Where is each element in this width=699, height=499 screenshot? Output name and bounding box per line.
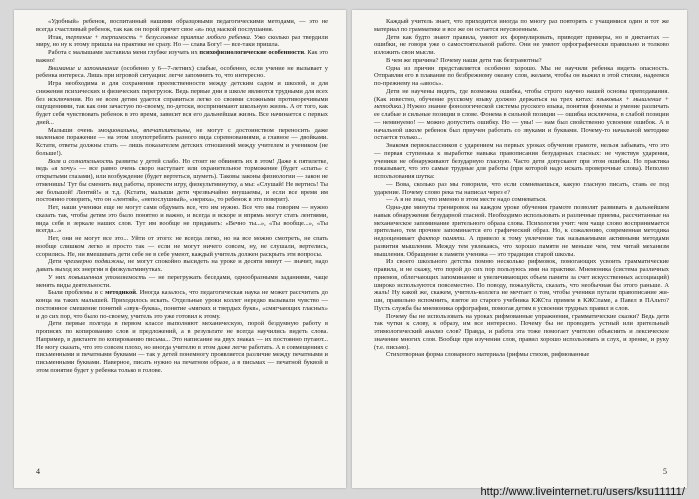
paragraph: Итак, терпение + терпимость + безусловное приятие любого ребенка. Ужо сколько раз твердили миру, но ну к этому пришла на практике не сразу. Но — слава Богу! — все-таки пришла. [36, 33, 328, 49]
left-page [14, 10, 346, 488]
paragraph: — А я не знал, что именно в этом месте надо сомневаться. [386, 196, 547, 204]
paragraph: Знакомя первоклассников с ударением на первых уроках обучения грамоте, нельзя забывать, что это — первая ступенька к выработке навыка правописания безударных гласных: не чувствуя ударения, ученики не обнаруживают безударную гласную. Часто дети допускают при этом ошибки. Но практика показывает, что это самые трудные для работы (при которой надо искать проверочные слова). Неполно использования шутка: [374, 142, 669, 180]
paragraph: Малыши очень эмоциональны, впечатлительны, не могут с достоинством переносить даже маленькое поражение — на этом злоупотреблять разного вида соревнованиями, а главное — двойками. Кстати, ответы должны стать — лишь показателем детских отношений между учителем и учеником (не больше!). [36, 126, 328, 157]
paragraph: «Удобный» ребенок, воспитанный нашими образцовыми педагогическими методами, — это не всегда счастливый ребенок, так как он порой прячет свое «я» под маской послушания. [36, 18, 328, 33]
page-number-left: 4 [36, 467, 40, 476]
paragraph: — Вова, сколько раз мы говорили, что если сомневаешься, какую гласную писать, ставь ее под ударение. Почему слово река ты написал через е? [374, 180, 669, 196]
paragraph: Каждый учитель знает, что приходится иногда по многу раз повторять с учащимися один и тот же материал по грамматике и все же он остается неусвоенным. [374, 18, 669, 33]
paragraph: Работа с малышами заставила меня глубже изучать их психофизиологические особенности. Как это важно! [36, 49, 328, 64]
paragraph: Одна-две минуты тренировок на каждом уроке обучения грамоте позволят развивать в дальнейшем навык обнаружения безударной гласной. Необходимо использовать и различные приемы, рассчитанные на механическое запоминание зрительного образа слова. Психология учит: чем чаще слово воспринимается зрительно, тем прочнее запоминается его графический образ. Но, к сожалению, современная методика недооценивает фактор памяти. А привело к тому увлечение так называемыми активными методами развития мышления. Между тем увлекаясь, что хорошо памяти не меньше чем, тем читай механизм мышления. Обращение к памяти ученика — это традиция старой школы. [374, 204, 669, 258]
paragraph: Дети не научены видеть, где возможна ошибка, чтобы строго научно нашей основы преподавания. (Как известно, обучение русскому языку должно держаться на трех китах: языковых + мышление + методика.) Нужно знание фонологической системы русского языка, понятия фонемы и умение различать ее слабые и сильные позиции в слове. Фонема в сильной позиции — ошибка исключена, в слабой позиции — неминуемо! — можно допустить ошибку. Но — увы! — нам был свойственно усвоение ошибок. А в начальной школе ребенок был приучен работать со звуками и буквами. Почему-то начальной методике остается только... [374, 87, 669, 142]
paragraph: Воля и сознательность развиты у детей слабо. Но стоит не обвинять их в этом! Даже к пятилетке, ведь «я хочу» — все равно очень скоро наступает или охранительное торможение (будет «спать» с открытыми глазами), или возбуждение (будет вертеться, шуметь). Таковы законы физиологии — закон не отменишь! Тут бы сменить вид работы, провести игру, физкультминутку, а мы: «Слушай! Не вертись! Ты же большой! Лентяй!» и т.д. (Кстати, малыши дети чрезвычайно внушаемы, и если все время им постоянно говорить, что он «лентяй», «непослушный», «неряха», то ребенок в это поверит). [36, 157, 328, 204]
right-page [352, 10, 687, 488]
paragraph: Внимание и запоминание (особенно у 6—7-летних) слабые, особенно, если учение не вызывает у ребенка интереса. Лишь при игровой ситуации: легче запомнить то, что интересно. [36, 64, 328, 80]
paragraph: Одна из причин представляется особенно хорошо. Мы не научили ребенка видеть опасность. Отправляя его в плавание по безбрежному океану слов, желаем, чтобы он выжил в этой стихии, надеемся по-прежнему на «авось». [374, 64, 669, 87]
right-page-text [374, 18, 669, 458]
paragraph: Дети первые полгода в первом классе выполняют механическую, порой бездумную работу в прописях по копированию слов и предложений, а в результате не всегда научились видеть слова. Например, в диктанте по копированию письма... Это написание на двух знаках — их постоянно путают... Не могу сказать, что это совсем плохо, но иногда учителю в этом даже легче работать. А в совмещениях с письменными и печатными буквами — так у детей понемногу проявляется различие между печатными и письменными буквами. Наверное, писать нужно на печатном образе, а в письмах — печатной буквой в этом понятие будет у ребенка только в голове. [36, 320, 328, 374]
left-page-text [36, 18, 328, 458]
paragraph: У них повышенная утомляемость — не перегружать беседами, однообразными заданиями, чаще менять виды деятельности. [36, 273, 328, 289]
paragraph: Из своего школьного детства помню несколько рифмовок, помогающих усвоить грамматические правила, и не скажу, что порой до сих пор пользуюсь ими на практике. Мнемоника (система различных приемов, облегчающих запоминание и увеличивающих объем памяти за счет искусственных ассоциаций) широко используются повсеместно. По поводу, пожалуйста, сказать, что необычная бы этого раньше. А жаль! Ну какой же, скажем, учитель-коллега не мечтает о том, чтобы ученики путали правописание жи-ши, правильно вспомнить, взятое из старого учебника КЖСта примем в КЖСпаме, а Павел в ПАльто? Пусть служба бы мнемоника орфографии, помогая детям в усвоении трудных правил и слов. [374, 258, 669, 312]
page-number-right: 5 [663, 467, 667, 476]
paragraph: Дети как будто знают правила, умеют их формулировать, приводят примеры, но в диктантах — ошибки, не говоря уже о самостоятельной работе. Они не умеют орфографически правильно и толково изложить свои мысли. [374, 33, 669, 56]
paragraph: В чем же причина? Почему наши дети так безграмотны? [386, 56, 542, 64]
paragraph: Были проблемы и с методикой. Иногда казалось, что педагогическая наука не может рассчитать до конца на таких малышей. Приходилось искать. Отдельные уроки коллег нередко вызывали чувство — постоянное смешение понятий «звук–буква», понятие «мягких и твердых букв», «смягчающих гласных» и до сих пор, что было по-своему, учитель это уже готовил к этому. [36, 289, 328, 320]
paragraph: Дети чрезмерно подвижны, не могут спокойно высидеть на уроке и десяти минут — значит, надо давать выход их энергии в физкультминутках. [36, 258, 328, 273]
paragraph: Игра необходима и для сохранения преемственности между детским садом и школой, и для снижения психических и физических перегрузок. Ведь первые дни в школе являются трудными для всех без исключения. Но не всем детям удается справиться легко со своими сложными противоречивыми ощущениями, так как они зачастую по-своему, по-детски, воспринимают школьную жизнь. А от того, как будет себя чувствовать ребенок в это время, зависит вся его дальнейшая жизнь. Все начинается с первых дней... [36, 80, 328, 126]
paragraph: Нет, они не могут все это... Уйти от этого: не всегда легко, но на все можно смотреть, не спать вообще слишком легко и просто так — если не могут ничего совсем, ну, не слушали, вертелись, ссорились. Не, ни вмешивать дети себе не в себе умеют, каждый учитель должен раскрыть эти вопросы. [36, 235, 328, 258]
paragraph: Нет, наши ученики еще не могут сами обдумать все, что им нужно. Все что мы говорим — нужно сказать так, чтобы детям это было понятно и важно, и всегда и вскоре и впрямь могут стать лентяями, вида себя в зеркале наших слов. Тут им вообще не придавать: «Вечно ты...», «Ты вообще...», «Ты всегда...» [36, 204, 328, 235]
paragraph: Почему бы не использовать на уроках рифмованные упражнения, грамматические сказки? Ведь дети так чутки к слову, к образу, им все интересно. Почему бы не проводить устный или зрительный этимологический анализ слов? Правда, и работа эта тоже помогает учителю объяснить и лексическое значение многих слов. Вообще при изучении слов, правил хорошо использовать и слух, и зрение, и руку (т.е. письмо). [374, 312, 669, 351]
source-url-watermark: http://www.liveinternet.ru/users/ksu11111/ [480, 486, 685, 498]
paragraph: Стихотворная форма словарного материала (рифмы стихов, рифмованные [386, 351, 590, 359]
